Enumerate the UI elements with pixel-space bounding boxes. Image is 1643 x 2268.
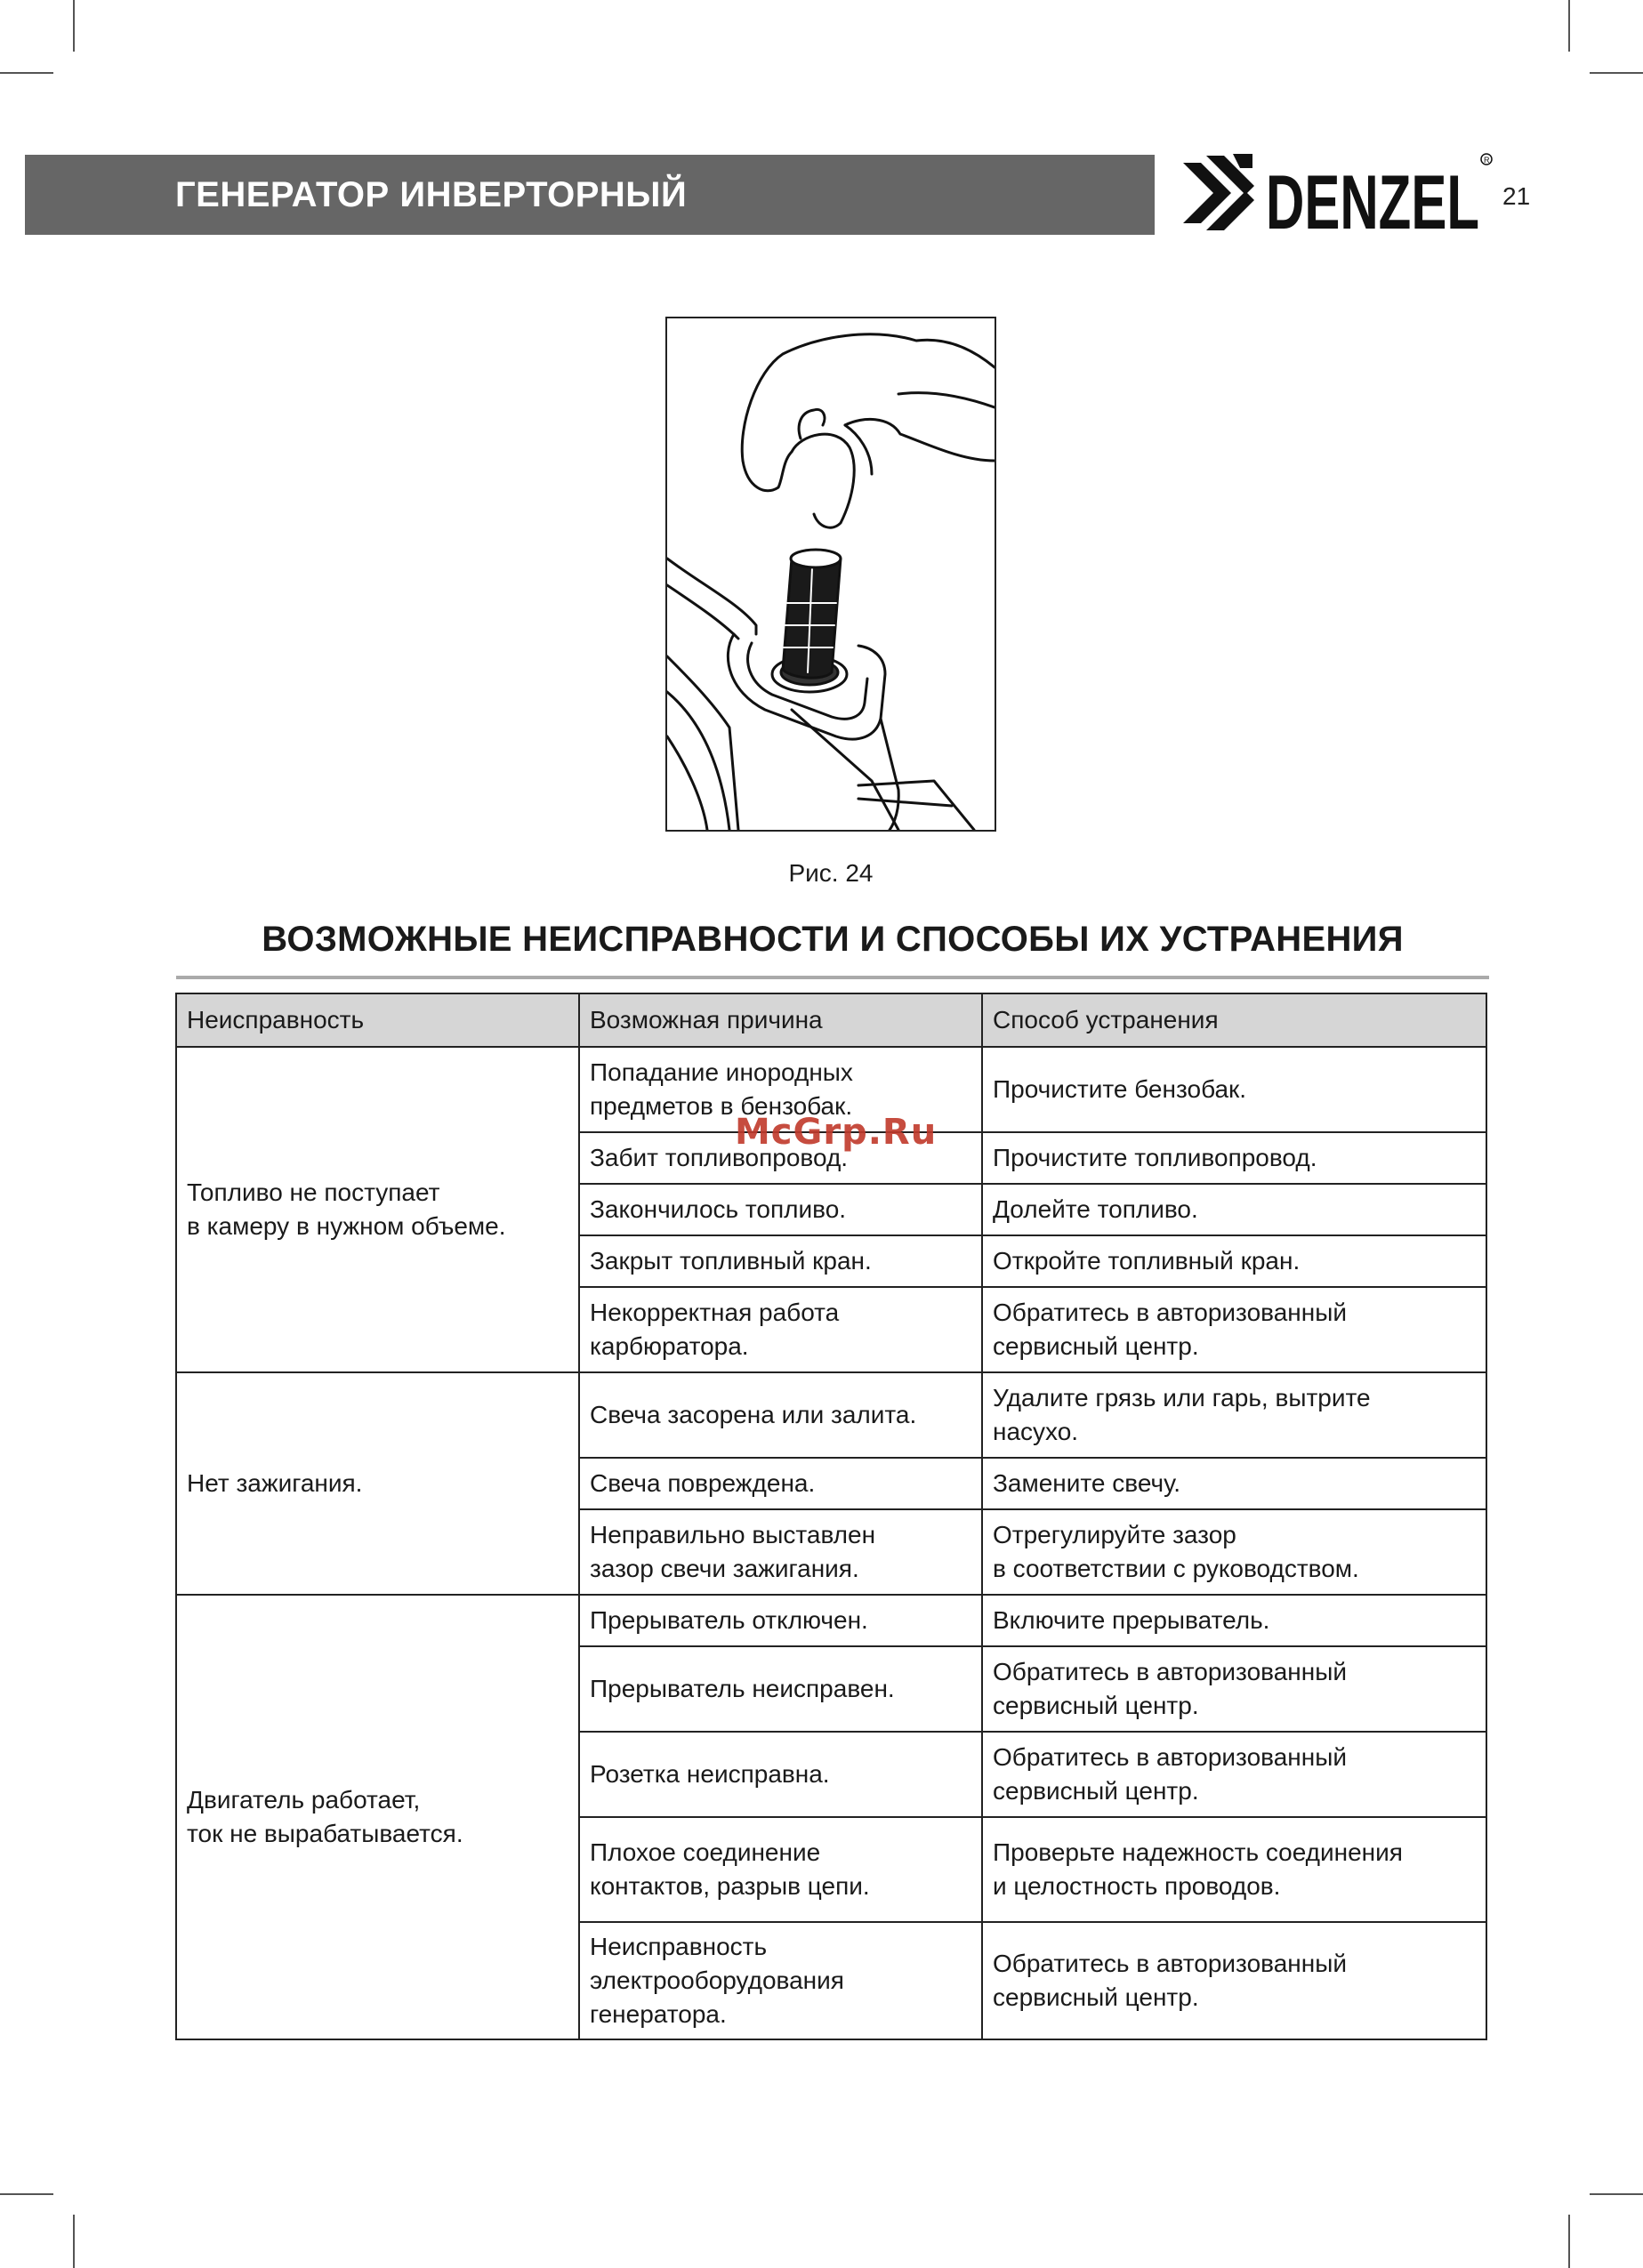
section-title: ВОЗМОЖНЫЕ НЕИСПРАВНОСТИ И СПОСОБЫ ИХ УСТРАНЕНИЯ (262, 920, 1404, 959)
cause-cell: Неправильно выставлен зазор свечи зажигания. (579, 1509, 982, 1595)
remedy-cell: Включите прерыватель. (982, 1595, 1486, 1646)
remedy-cell: Обратитесь в авторизованный сервисный центр. (982, 1732, 1486, 1817)
remedy-cell: Замените свечу. (982, 1458, 1486, 1509)
crop-mark (0, 72, 53, 74)
remedy-cell: Откройте топливный кран. (982, 1235, 1486, 1287)
cause-cell: Прерыватель неисправен. (579, 1646, 982, 1732)
crop-mark (73, 2215, 75, 2268)
cause-cell: Забит топливопровод. (579, 1132, 982, 1184)
remedy-cell: Прочистите бензобак. (982, 1047, 1486, 1132)
crop-mark (1590, 72, 1643, 74)
fault-cell: Нет зажигания. (176, 1372, 579, 1595)
cause-cell: Свеча повреждена. (579, 1458, 982, 1509)
watermark: McGrp.Ru (735, 1112, 938, 1153)
remedy-cell: Обратитесь в авторизованный сервисный центр. (982, 1646, 1486, 1732)
remedy-cell: Удалите грязь или гарь, вытрите насухо. (982, 1372, 1486, 1458)
cause-cell: Розетка неисправна. (579, 1732, 982, 1817)
crop-mark (0, 2193, 53, 2195)
remedy-cell: Обратитесь в авторизованный сервисный центр. (982, 1922, 1486, 2039)
crop-mark (1590, 2193, 1643, 2195)
figure-fuel-filter (665, 317, 996, 832)
header-title: ГЕНЕРАТОР ИНВЕРТОРНЫЙ (175, 174, 688, 214)
remedy-cell: Обратитесь в авторизованный сервисный центр. (982, 1287, 1486, 1372)
cause-cell: Попадание инородных предметов в бензобак. (579, 1047, 982, 1132)
cause-cell: Свеча засорена или залита. (579, 1372, 982, 1458)
svg-text:DENZEL: DENZEL (1266, 160, 1479, 245)
table-row (176, 1595, 1486, 1646)
table-row (176, 1372, 1486, 1458)
fault-cell: Топливо не поступает в камеру в нужном объеме. (176, 1047, 579, 1372)
header-remedy: Способ устранения (982, 993, 1486, 1047)
remedy-cell: Долейте топливо. (982, 1184, 1486, 1235)
cause-cell: Плохое соединение контактов, разрыв цепи. (579, 1817, 982, 1922)
page-number: 21 (1502, 182, 1531, 210)
crop-mark (1568, 0, 1570, 52)
header-fault: Неисправность (176, 993, 579, 1047)
fault-cell: Двигатель работает, ток не вырабатывается. (176, 1595, 579, 2039)
cause-cell: Закончилось топливо. (579, 1184, 982, 1235)
svg-text:R: R (1484, 156, 1490, 165)
cause-cell: Неисправность электрооборудования генератора. (579, 1922, 982, 2039)
table-header-row (176, 993, 1486, 1047)
fuel-filter-illustration (667, 318, 995, 830)
crop-mark (73, 0, 75, 52)
cause-cell: Прерыватель отключен. (579, 1595, 982, 1646)
title-divider (176, 976, 1489, 979)
header-cause: Возможная причина (579, 993, 982, 1047)
denzel-logo (1181, 147, 1496, 246)
cause-cell: Некорректная работа карбюратора. (579, 1287, 982, 1372)
remedy-cell: Отрегулируйте зазор в соответствии с руководством. (982, 1509, 1486, 1595)
figure-caption: Рис. 24 (788, 859, 874, 887)
remedy-cell: Прочистите топливопровод. (982, 1132, 1486, 1184)
cause-cell: Закрыт топливный кран. (579, 1235, 982, 1287)
crop-mark (1568, 2215, 1570, 2268)
remedy-cell: Проверьте надежность соединения и целостность проводов. (982, 1817, 1486, 1922)
header-bar (25, 155, 1155, 235)
